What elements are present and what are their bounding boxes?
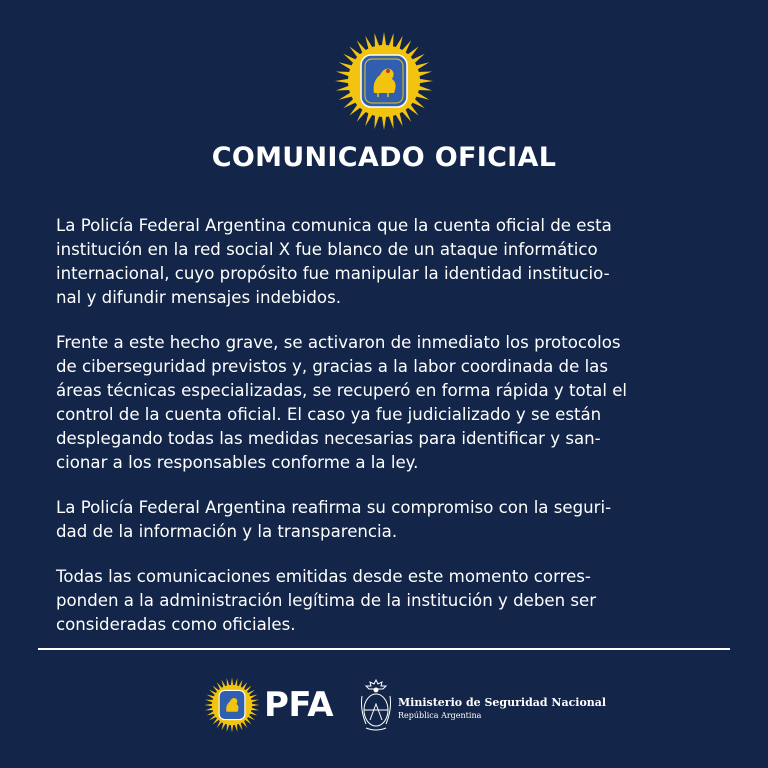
- pfa-logo: [204, 677, 344, 733]
- pfa-badge-icon: [334, 31, 434, 131]
- text-line: áreas técnicas especializadas, se recuperó en forma rápida y total el: [56, 381, 628, 400]
- text-line: desplegando todas las medidas necesarias para identificar y san-: [56, 429, 601, 448]
- text-line: nal y difundir mensajes indebidos.: [56, 288, 341, 307]
- text-line: control de la cuenta oficial. El caso ya fue judicializado y se están: [56, 405, 602, 424]
- pfa-badge-icon: [204, 677, 260, 733]
- text-line: cionar a los responsables conforme a la ley.: [56, 453, 419, 472]
- text-line: Todas las comunicaciones emitidas desde este momento corres-: [56, 567, 591, 586]
- text-line: consideradas como oficiales.: [56, 615, 296, 634]
- paragraph: [56, 565, 726, 637]
- ministry-logo: [358, 676, 607, 734]
- text-line: Frente a este hecho grave, se activaron de inmediato los protocolos: [56, 333, 621, 352]
- text-line: dad de la información y la transparencia.: [56, 522, 398, 541]
- text-line: ponden a la administración legítima de la institución y deben ser: [56, 591, 597, 610]
- footer-divider: [38, 648, 730, 650]
- text-line: institución en la red social X fue blanco de un ataque informático: [56, 240, 598, 259]
- text-line: La Policía Federal Argentina reafirma su compromiso con la seguri-: [56, 498, 612, 517]
- text-line: internacional, cuyo propósito fue manipular la identidad institucio-: [56, 264, 610, 283]
- page-title: COMUNICADO OFICIAL: [211, 142, 557, 173]
- statement-body: [56, 214, 726, 658]
- text-line: La Policía Federal Argentina comunica que la cuenta oficial de esta: [56, 216, 612, 235]
- text-line: de ciberseguridad previstos y, gracias a la labor coordinada de las: [56, 357, 608, 376]
- paragraph: [56, 496, 726, 544]
- pfa-wordmark: PFA: [264, 685, 334, 725]
- ministry-subtitle: República Argentina: [398, 711, 482, 720]
- paragraph: [56, 331, 726, 475]
- paragraph: [56, 214, 726, 310]
- ministry-name: Ministerio de Seguridad Nacional: [398, 696, 607, 709]
- argentina-coat-of-arms-icon: [358, 676, 394, 734]
